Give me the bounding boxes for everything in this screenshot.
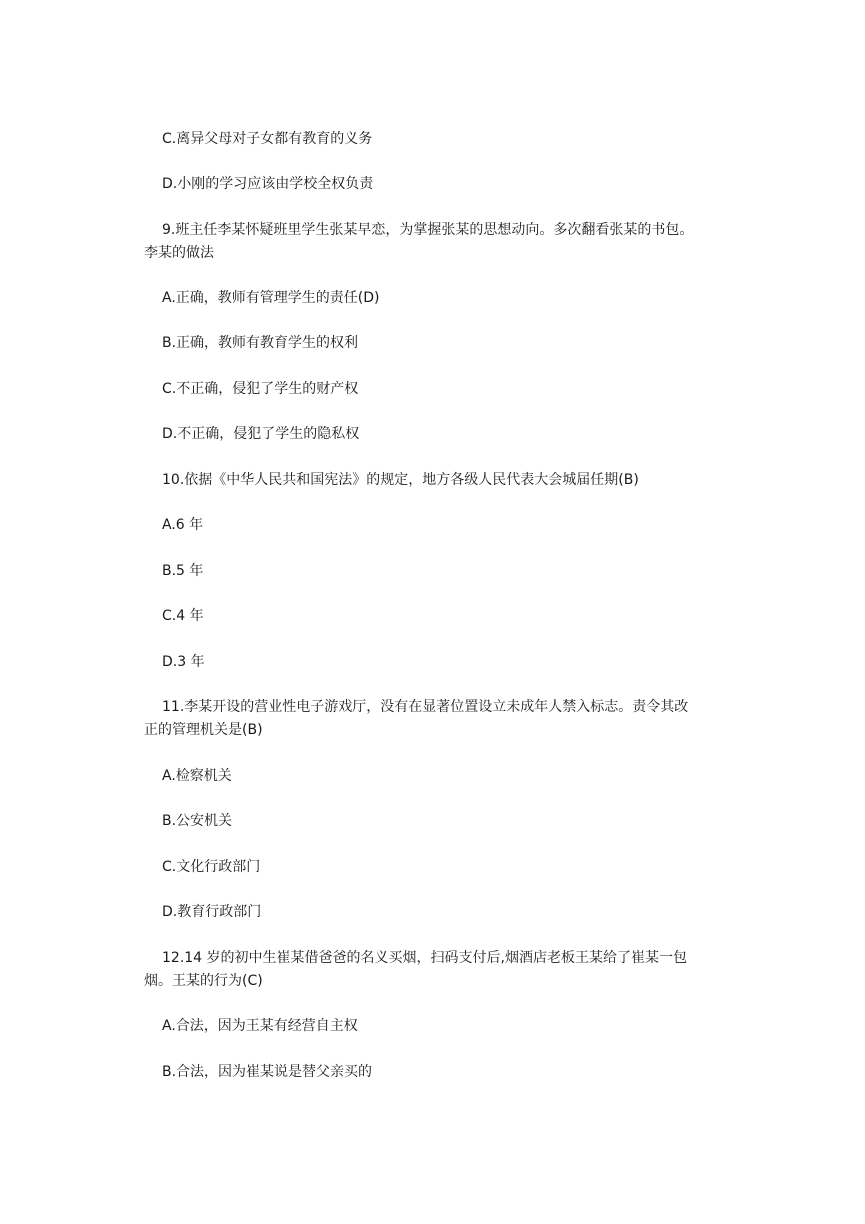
option-c-q9: C.不正确，侵犯了学生的财产权 [162,381,359,397]
question-9-line-1: 9.班主任李某怀疑班里学生张某早恋，为掌握张某的思想动向。多次翻看张某的书包。 [162,222,694,238]
option-a-q11: A.检察机关 [162,768,232,784]
option-c-q10: C.4 年 [162,608,204,624]
option-d-q8: D.小刚的学习应该由学校全权负责 [162,176,374,192]
option-c-q8: C.离异父母对子女都有教育的义务 [162,131,373,147]
option-d-q9: D.不正确，侵犯了学生的隐私权 [162,426,360,442]
question-10: 10.依据《中华人民共和国宪法》的规定，地方各级人民代表大会城届任期(B) [162,472,639,488]
option-b-q11: B.公安机关 [162,813,233,829]
option-d-q11: D.教育行政部门 [162,904,262,920]
question-11-line-1: 11.李某开设的营业性电子游戏厅，没有在显著位置设立未成年人禁入标志。责令其改 [162,699,689,715]
option-b-q12: B.合法，因为崔某说是替父亲买的 [162,1064,373,1080]
question-12-line-2: 烟。王某的行为(C) [144,973,263,989]
option-a-q9: A.正确，教师有管理学生的责任(D) [162,290,380,306]
option-b-q10: B.5 年 [162,563,204,579]
option-a-q10: A.6 年 [162,517,204,533]
question-9-line-2: 李某的做法 [144,245,214,261]
option-b-q9: B.正确，教师有教育学生的权利 [162,335,359,351]
option-a-q12: A.合法，因为王某有经营自主权 [162,1018,358,1034]
option-c-q11: C.文化行政部门 [162,859,261,875]
question-11-line-2: 正的管理机关是(B) [144,722,263,738]
question-12-line-1: 12.14 岁的初中生崔某借爸爸的名义买烟，扫码支付后,烟酒店老板王某给了崔某一包 [162,950,687,966]
option-d-q10: D.3 年 [162,654,205,670]
